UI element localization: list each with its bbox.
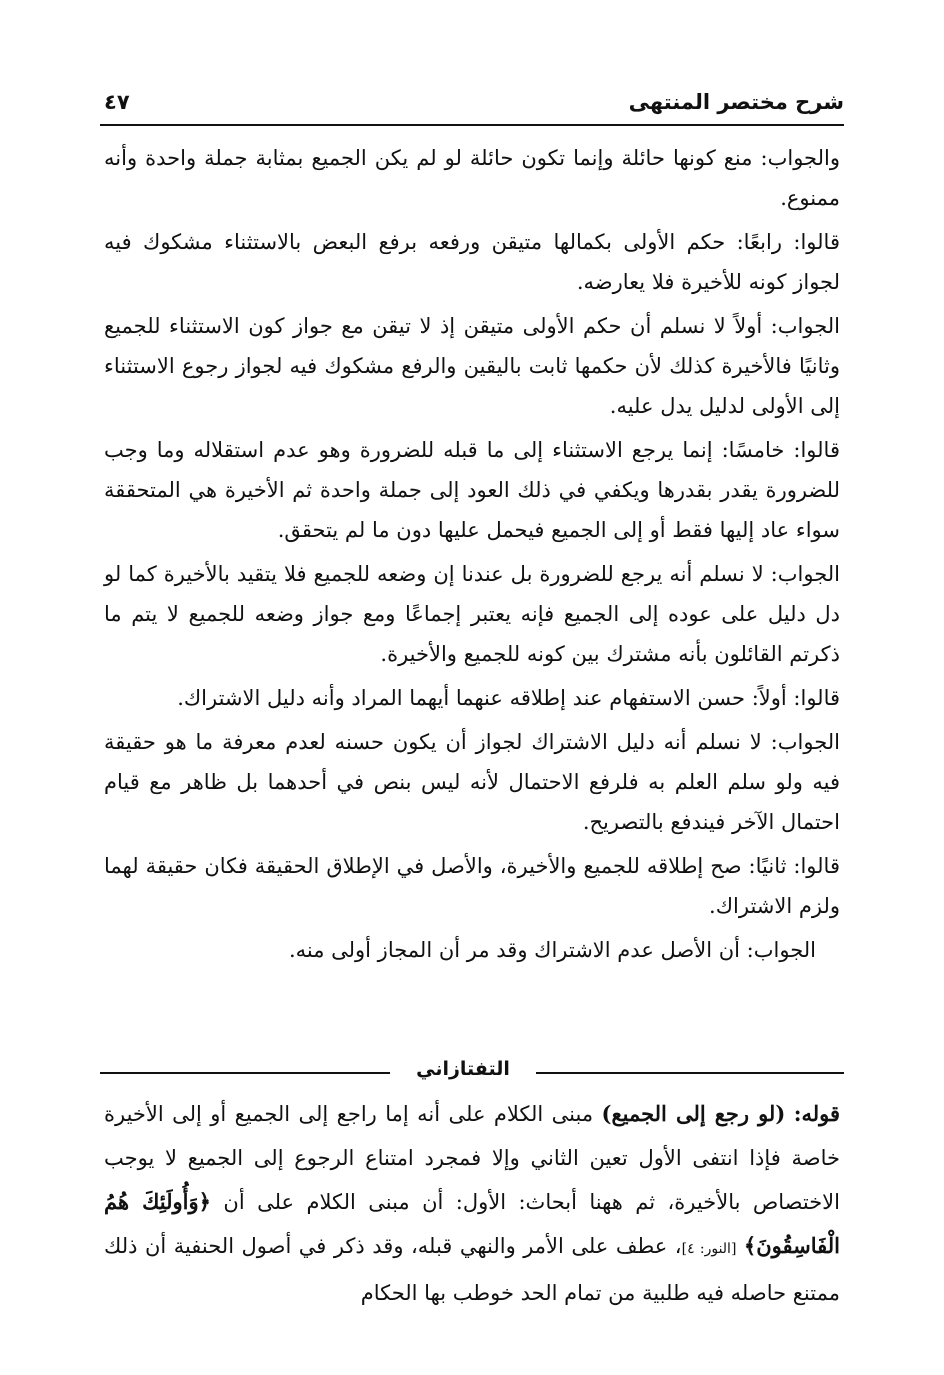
commentary-paragraph (104, 1092, 840, 1315)
commentary-quote: (لو رجع إلى الجميع) (601, 1101, 786, 1126)
commentary-text-2: ، عطف على الأمر والنهي قبله، وقد ذكر في أصول الحنفية أن ذلك ممتنع حاصله فيه طلبية من تمام الحد خوطب بها الحكام (104, 1234, 840, 1305)
page-number: ٤٧ (104, 90, 130, 114)
paragraph-answer-4: الجواب: أولاً لا نسلم أن حكم الأولى متيقن إذ لا تيقن مع جواز كون الاستثناء للجميع وثانيًا فالأخيرة كذلك لأن حكمها ثابت باليقين والرفع مشكوك فيه لجواز رجوع الاستثناء إلى الأولى لدليل يدل عليه. (104, 314, 840, 418)
paragraph-answer-first: الجواب: لا نسلم أنه دليل الاشتراك لجواز أن يكون حسنه لعدم معرفة ما هو حقيقة فيه ولو سلم العلم به فلرفع الاحتمال لأنه ليس بنص في أحدهما بل ظاهر مع قيام احتمال الآخر فيندفع بالتصريح. (104, 730, 840, 834)
paragraph-argument-5: قالوا: خامسًا: إنما يرجع الاستثناء إلى ما قبله للضرورة وهو عدم استقلاله وما وجب للضرورة يقدر بقدرها ويكفي في ذلك العود إلى جملة واحدة ثم الأخيرة هي المتحققة سواء عاد إليها فقط أو إلى الجميع فيحمل عليها دون ما لم يتحقق. (104, 438, 840, 542)
commentary-author: التفتازاني (416, 1058, 510, 1080)
divider-line-right (536, 1072, 844, 1074)
paragraph-answer-second: الجواب: أن الأصل عدم الاشتراك وقد مر أن المجاز أولى منه. (288, 938, 816, 962)
running-title: شرح مختصر المنتهى (628, 90, 844, 114)
commentary-divider (100, 1058, 844, 1084)
paragraph-argument-4: قالوا: رابعًا: حكم الأولى بكمالها متيقن ورفعه برفع البعض بالاستثناء مشكوك فيه لجواز كونه للأخيرة فلا يعارضه. (104, 230, 840, 294)
page-header (100, 86, 844, 122)
paragraph-argument-second: قالوا: ثانيًا: صح إطلاقه للجميع والأخيرة، والأصل في الإطلاق الحقيقة فكان حقيقة لهما ولزم الاشتراك. (104, 854, 840, 918)
paragraph-argument-first: قالوا: أولاً: حسن الاستفهام عند إطلاقه عنهما أيهما المراد وأنه دليل الاشتراك. (177, 686, 840, 710)
commentary-lead: قوله: (793, 1101, 840, 1126)
commentary-text (104, 1092, 840, 1315)
quran-verse: ﴿وَأُولَئِكَ هُمُ الْفَاسِقُونَ﴾ (104, 1189, 840, 1258)
paragraph-answer-5: الجواب: لا نسلم أنه يرجع للضرورة بل عندنا إن وضعه للجميع فلا يتقيد بالأخيرة كما لو دل دليل على عوده إلى الجميع فإنه يعتبر إجماعًا ومع جواز وضعه للجميع لا يتم ما ذكرتم القائلون بأنه مشترك بين كونه للجميع والأخيرة. (104, 562, 840, 666)
paragraph-answer-1: والجواب: منع كونها حائلة وإنما تكون حائلة لو لم يكن الجميع بمثابة جملة واحدة وأنه ممنوع. (104, 146, 840, 210)
verse-reference: [النور: ٤] (681, 1241, 737, 1257)
commentary-text-1: مبنى الكلام على أنه إما راجع إلى الجميع أو إلى الأخيرة خاصة فإذا انتفى الأول تعين الثاني وإلا فمجرد امتناع الرجوع إلى الجميع لا يوجب الاختصاص بالأخيرة، ثم ههنا أبحاث: الأول: أن مبنى الكلام على أن (104, 1102, 840, 1214)
header-rule (100, 124, 844, 126)
main-text (104, 138, 840, 974)
divider-line-left (100, 1072, 390, 1074)
